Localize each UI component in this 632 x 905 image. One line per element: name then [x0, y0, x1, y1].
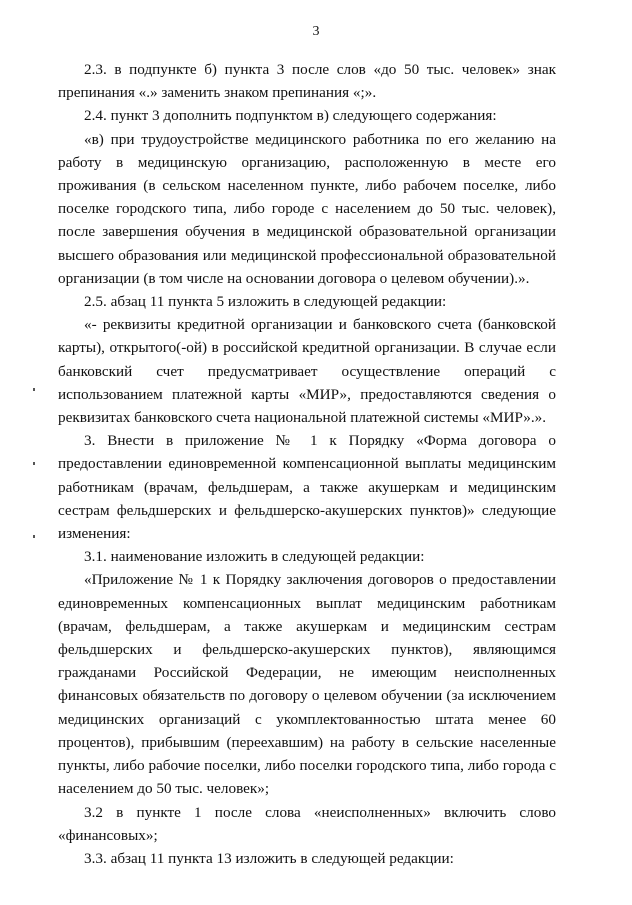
paragraph-appendix-title: «Приложение № 1 к Порядку заключения договоров о предоставлении единовременных компенсационных выплат медицинским работникам (врачам, фельдшерам, а также акушеркам и медицинским сестрам фельдшерских и фельдшерско-акушерских пунктов), являющимся гражданами Российской Федерации, не имеющим неисполненных финансовых обязательств по договору о целевом обучении (за исключением медицинских организаций с укомплектованностью штата менее 60 процентов), прибывшим (переехавшим) на работу в сельские населенные пункты, либо рабочие поселки, либо поселки городского типа, либо города с населением до 50 тыс. человек»; — [58, 571, 556, 798]
margin-mark — [33, 535, 35, 538]
margin-mark — [33, 388, 35, 391]
paragraph-3-2: 3.2 в пункте 1 после слова «неисполненных» включить слово «финансовых»; — [58, 803, 556, 844]
document-body — [58, 58, 556, 870]
paragraph-3-1: 3.1. наименование изложить в следующей редакции: — [84, 548, 425, 566]
paragraph-3-3: 3.3. абзац 11 пункта 13 изложить в следующей редакции: — [84, 849, 454, 867]
paragraph-2-5: 2.5. абзац 11 пункта 5 изложить в следующей редакции: — [84, 293, 447, 311]
paragraph-bank-details: «- реквизиты кредитной организации и банковского счета (банковской карты), открытого(-ой) в российской кредитной организации. В случае если банковский счет предусматривает осуществление операций с использованием платежной карты «МИР», предоставляются сведения о реквизитах банковского счета национальной платежной системы «МИР».». — [58, 316, 556, 427]
paragraph-subpoint-v: «в) при трудоустройстве медицинского работника по его желанию на работу в медицинскую организацию, расположенную в месте его проживания (в сельском населенном пункте, либо рабочем поселке, либо поселке городского типа, либо городе с населением до 50 тыс. человек), после завершения обучения в медицинской образовательной организации высшего образования или медицинской профессиональной образовательной организации (в том числе на основании договора о целевом обучении).». — [58, 130, 556, 287]
paragraph-2-3: 2.3. в подпункте б) пункта 3 после слов «до 50 тыс. человек» знак препинания «.» заменить знаком препинания «;». — [58, 61, 556, 102]
page-number: 3 — [312, 24, 320, 39]
margin-mark — [33, 462, 35, 465]
paragraph-2-4: 2.4. пункт 3 дополнить подпунктом в) следующего содержания: — [84, 107, 497, 125]
paragraph-3: 3. Внести в приложение № 1 к Порядку «Форма договора о предоставлении единовременной компенсационной выплаты медицинским работникам (врачам, фельдшерам, а также акушеркам и медицинским сестрам фельдшерских и фельдшерско-акушерских пунктов)» следующие изменения: — [58, 432, 556, 543]
